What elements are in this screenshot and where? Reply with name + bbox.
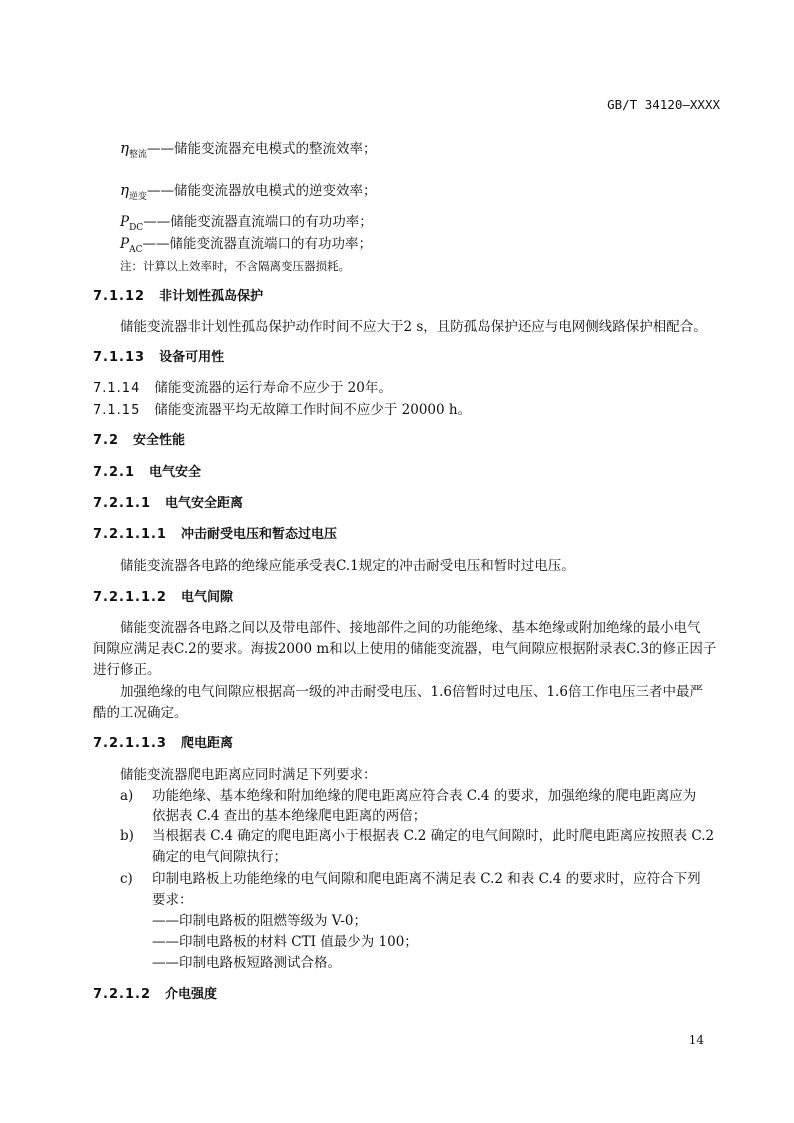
section-heading [93, 985, 217, 1005]
symbol-subscript: DC [129, 223, 144, 233]
list-item-line: 印制电路板上功能绝缘的电气间隙和爬电距离不满足表 C.2 和表 C.4 的要求时，应符合下列 [152, 871, 701, 887]
clause-line [93, 378, 392, 399]
section-number: 7.2.1.1.1 [93, 527, 167, 542]
section-heading [93, 431, 185, 451]
symbol-subscript: 整流 [129, 150, 148, 160]
section-number: 7.2.1.1 [93, 496, 151, 511]
definition-row [120, 234, 372, 256]
section-title: 设备可用性 [159, 350, 225, 365]
list-marker: c) [120, 871, 133, 887]
standard-number: GB/T 34120—XXXX [607, 97, 720, 112]
section-title: 电气间隙 [180, 590, 233, 605]
section-heading [93, 463, 201, 483]
section-title: 介电强度 [165, 987, 218, 1002]
symbol: P [120, 214, 130, 230]
section-number: 7.2.1 [93, 465, 136, 480]
definition-text: ——储能变流器充电模式的整流效率； [147, 141, 377, 157]
section-heading [93, 348, 224, 368]
section-title: 非计划性孤岛保护 [159, 289, 264, 304]
list-item-line: 当根据表 C.4 确定的爬电距离小于根据表 C.2 确定的电气间隙时，此时爬电距离应按照表 C.2 [152, 828, 715, 844]
list-item-line: 功能绝缘、基本绝缘和附加绝缘的爬电距离应符合表 C.4 的要求，加强绝缘的爬电距离应为 [152, 788, 697, 804]
paragraph-line: 进行修正。 [93, 662, 161, 678]
section-heading [93, 494, 243, 514]
section-number: 7.2.1.1.2 [93, 590, 167, 605]
list-item-line: 依据表 C.4 查出的基本绝缘爬电距离的两倍； [152, 808, 427, 824]
paragraph-line: 酷的工况确定。 [93, 705, 188, 721]
clause-text: 储能变流器平均无故障工作时间不应少于 20000 h。 [154, 402, 472, 418]
clause-text: 储能变流器的运行寿命不应少于 20年。 [154, 380, 392, 396]
note: 注：计算以上效率时，不含隔离变压器损耗。 [120, 259, 350, 273]
symbol-subscript: AC [129, 245, 143, 255]
list-item-line: 要求： [152, 892, 193, 908]
symbol: η [120, 139, 129, 157]
clause-number: 7.1.15 [93, 403, 141, 418]
paragraph: 储能变流器各电路的绝缘应能承受表C.1规定的冲击耐受电压和暂时过电压。 [120, 558, 575, 574]
symbol: P [120, 236, 130, 252]
paragraph-line: 加强绝缘的电气间隙应根据高一级的冲击耐受电压、1.6倍暂时过电压、1.6倍工作电压三者中最严 [120, 684, 703, 700]
section-number: 7.1.13 [93, 350, 146, 365]
paragraph: 储能变流器爬电距离应同时满足下列要求： [120, 767, 377, 783]
section-heading [93, 588, 233, 608]
paragraph-line: 间隙应满足表C.2的要求。海拔2000 m和以上使用的储能变流器，电气间隙应根据附录表C.3的修正因子 [93, 641, 717, 657]
section-title: 安全性能 [133, 433, 186, 448]
section-number: 7.2.1.2 [93, 987, 151, 1002]
definition-row [120, 138, 377, 161]
list-item-line: 确定的电气间隙执行； [152, 849, 287, 865]
section-heading [93, 525, 337, 545]
paragraph: 储能变流器非计划性孤岛保护动作时间不应大于2 s，且防孤岛保护还应与电网侧线路保护相配合。 [120, 319, 707, 335]
section-title: 电气安全 [149, 465, 202, 480]
section-heading [93, 734, 233, 754]
section-number: 7.1.12 [93, 289, 146, 304]
section-number: 7.2.1.1.3 [93, 736, 167, 751]
symbol: η [120, 181, 129, 199]
dash-item: ——印制电路板的阻燃等级为 V-0； [152, 913, 367, 929]
clause-line [93, 400, 471, 421]
section-title: 爬电距离 [180, 736, 233, 751]
dash-item: ——印制电路板短路测试合格。 [152, 955, 341, 971]
section-title: 冲击耐受电压和暂态过电压 [180, 527, 337, 542]
definition-row [120, 212, 373, 234]
section-title: 电气安全距离 [165, 496, 244, 511]
definition-text: ——储能变流器直流端口的有功功率； [142, 236, 372, 252]
dash-item: ——印制电路板的材料 CTI 值最少为 100； [152, 934, 418, 950]
paragraph-line: 储能变流器各电路之间以及带电部件、接地部件之间的功能绝缘、基本绝缘或附加绝缘的最小电气 [120, 620, 701, 636]
definition-text: ——储能变流器直流端口的有功功率； [143, 214, 373, 230]
definition-row [120, 180, 377, 203]
symbol-subscript: 逆变 [129, 192, 148, 202]
page-number: 14 [688, 1033, 704, 1047]
list-marker: a) [120, 788, 134, 804]
section-heading [93, 287, 263, 307]
section-number: 7.2 [93, 433, 120, 448]
definition-text: ——储能变流器放电模式的逆变效率； [147, 183, 377, 199]
clause-number: 7.1.14 [93, 381, 141, 396]
list-marker: b) [120, 828, 134, 844]
